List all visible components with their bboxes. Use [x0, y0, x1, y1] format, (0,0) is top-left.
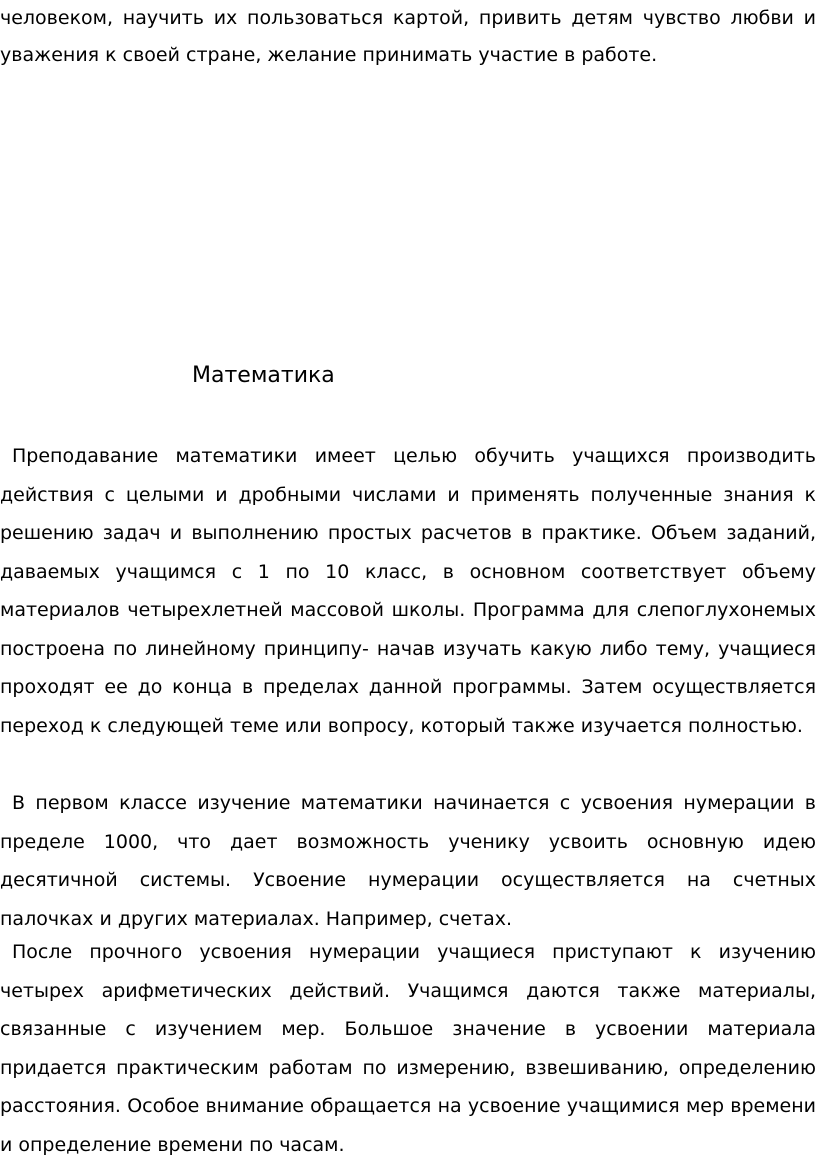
paragraph-2: В первом классе изучение математики начинается с усвоения нумерации в пределе 1000, что дает возможность ученику усвоить основную идею десятичной системы. Усвоение нумерации осуществляется на счетных палочках и других материалах. Например, счетах.: [0, 792, 816, 930]
intro-paragraph: человеком, научить их пользоваться картой, привить детям чувство любви и уважения к своей стране, желание принимать участие в работе.: [0, 7, 816, 66]
paragraph-3: После прочного усвоения нумерации учащиеся приступают к изучению четырех арифметических действий. Учащимся даются также материалы, связанные с изучением мер. Большое значение в усвоении материала придается практическим работам по измерению, взвешиванию, определению расстояния. Особое внимание обращается на усвоение учащимися мер времени и определение времени по часам.: [0, 941, 816, 1156]
section-heading: Математика: [192, 363, 335, 388]
paragraph-1: Преподавание математики имеет целью обучить учащихся производить действия с целыми и дробными числами и применять полученные знания к решению задач и выполнению простых расчетов в практике. Объем заданий, даваемых учащимся с 1 по 10 класс, в основном соответствует объему материалов четырехлетней массовой школы. Программа для слепоглухонемых построена по линейному принципу- начав изучать какую либо тему, учащиеся проходят ее до конца в пределах данной программы. Затем осуществляется переход к следующей теме или вопросу, который также изучается полностью.: [0, 445, 816, 737]
